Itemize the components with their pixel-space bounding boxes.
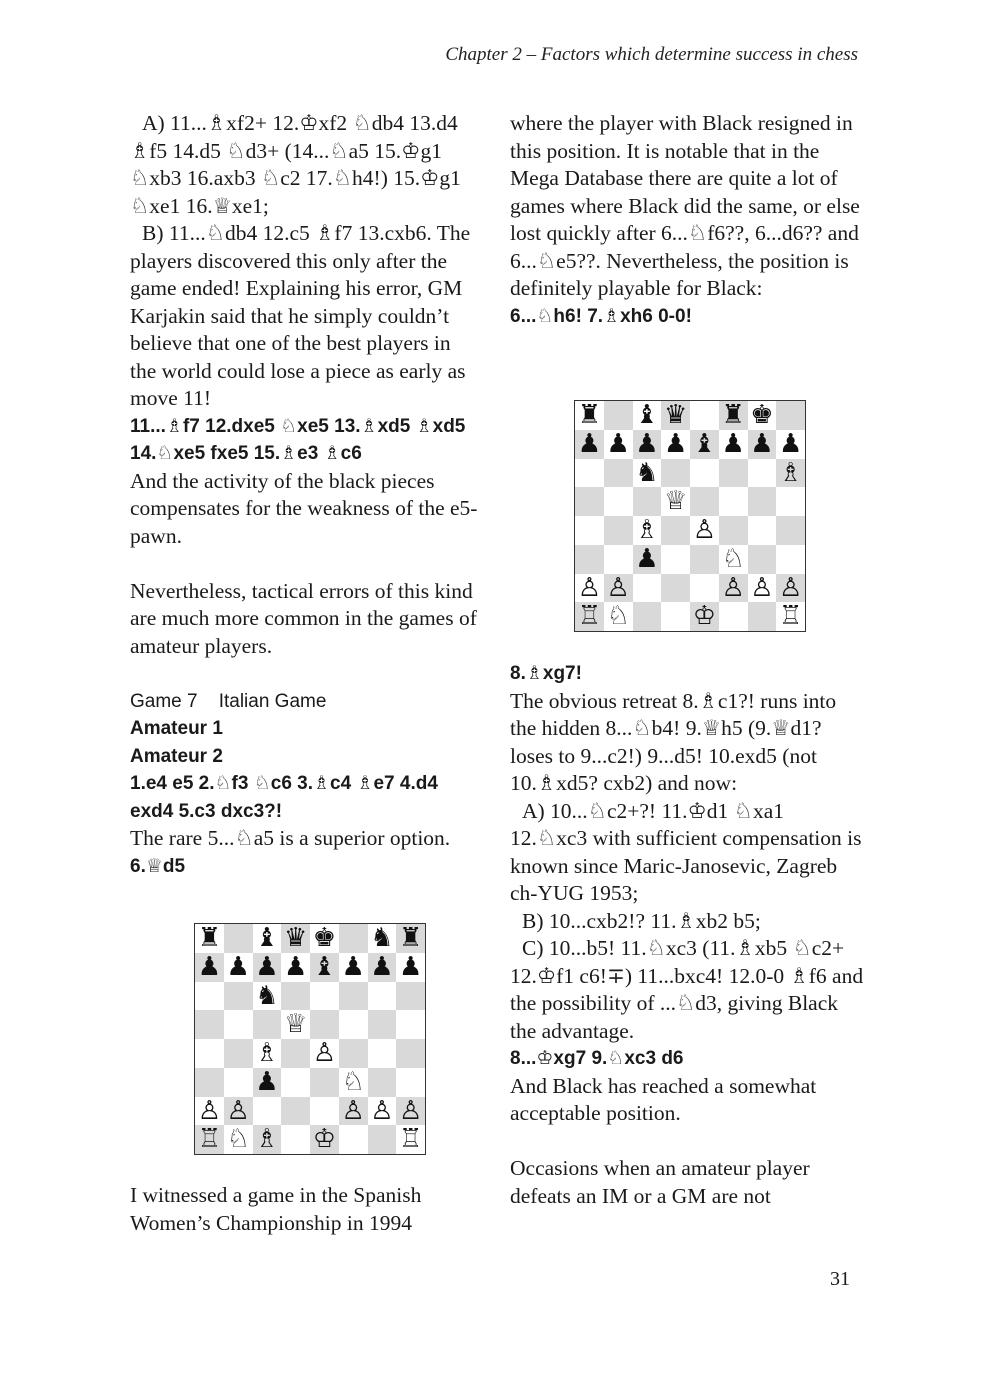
game-moves: 11...♗f7 12.dxe5 ♘xe5 13.♗xd5 ♗xd5 14.♘xe5 fxe5 15.♗e3 ♗c6 bbox=[130, 415, 466, 464]
board-square bbox=[575, 459, 604, 488]
board-square bbox=[719, 459, 748, 488]
board-square bbox=[661, 602, 690, 631]
board-square bbox=[661, 574, 690, 603]
board-square: ♟ bbox=[663, 428, 688, 459]
variation-a: A) 10...♘c2+?! 11.♔d1 ♘xa1 12.♘xc3 with sufficient compensation is known since Maric-Janosevic, Zagreb ch-YUG 1953; bbox=[510, 798, 862, 905]
board-square: ♙ bbox=[396, 1097, 425, 1126]
board-square: ♚ bbox=[750, 400, 774, 430]
board-square bbox=[339, 1010, 368, 1039]
board-square bbox=[604, 487, 633, 516]
board-square bbox=[748, 545, 777, 574]
variation-b: B) 11...♘db4 12.c5 ♗f7 13.cxb6. The players discovered this only after the game ended! Explaining his error, GM Karjakin said that he simply couldn’t believe that one of the best players in the world could lose a piece as early as move 11! bbox=[130, 221, 471, 410]
board-square bbox=[368, 982, 397, 1011]
board-square bbox=[396, 1039, 425, 1068]
board-square bbox=[368, 1039, 397, 1068]
board-square: ♟ bbox=[368, 953, 397, 982]
board-square bbox=[195, 1068, 224, 1097]
board-square bbox=[690, 401, 719, 430]
paragraph: Nevertheless, tactical errors of this kind are much more common in the games of amateur players. bbox=[130, 578, 477, 658]
paragraph: The rare 5...♘a5 is a superior option. bbox=[130, 826, 451, 850]
board-square bbox=[661, 545, 690, 574]
board-square: ♛ bbox=[281, 924, 310, 953]
board-square bbox=[748, 516, 777, 545]
board-square bbox=[281, 1097, 310, 1126]
board-square bbox=[224, 1039, 253, 1068]
board-square: ♙ bbox=[604, 574, 633, 603]
board-square bbox=[633, 574, 662, 603]
board-square bbox=[310, 1097, 339, 1126]
game-moves: 6.♕d5 bbox=[130, 855, 186, 877]
paragraph: And Black has reached a somewhat acceptable position. bbox=[510, 1073, 817, 1125]
board-square: ♚ bbox=[312, 923, 337, 953]
board-square: ♖ bbox=[575, 602, 604, 631]
board-square: ♜ bbox=[197, 923, 222, 953]
board-square: ♟ bbox=[721, 428, 745, 459]
board-square: ♙ bbox=[692, 515, 717, 545]
board-square bbox=[253, 1097, 282, 1126]
board-square bbox=[195, 982, 224, 1011]
board-square: ♘ bbox=[606, 601, 630, 632]
board-square bbox=[339, 982, 368, 1011]
board-square bbox=[719, 516, 748, 545]
board-square: ♞ bbox=[635, 457, 659, 488]
board-square: ♟ bbox=[398, 951, 423, 982]
board-square bbox=[396, 982, 425, 1011]
board-square bbox=[281, 982, 310, 1011]
board-square: ♟ bbox=[606, 428, 630, 459]
board-square: ♙ bbox=[719, 574, 748, 603]
board-square: ♙ bbox=[776, 574, 805, 603]
game-moves: 8.♗xg7! bbox=[510, 663, 582, 684]
board-square: ♘ bbox=[721, 543, 745, 574]
board-square bbox=[310, 1068, 339, 1097]
board-square: ♞ bbox=[255, 980, 279, 1011]
paragraph: Occasions when an amateur player defeats an IM or a GM are not bbox=[510, 1156, 810, 1208]
board-square: ♔ bbox=[310, 1125, 339, 1154]
board-square bbox=[690, 545, 719, 574]
board-square: ♗ bbox=[635, 515, 659, 545]
board-square: ♟ bbox=[195, 953, 224, 982]
board-square bbox=[604, 516, 633, 545]
chess-diagram bbox=[194, 923, 426, 1155]
board-square: ♟ bbox=[253, 953, 282, 982]
board-square bbox=[195, 1010, 224, 1039]
board-square bbox=[281, 1125, 310, 1154]
board-square bbox=[575, 516, 604, 545]
board-square bbox=[339, 1125, 368, 1154]
board-square: ♟ bbox=[341, 951, 365, 982]
white-player: Amateur 1 bbox=[130, 718, 223, 739]
board-square: ♝ bbox=[635, 400, 659, 430]
board-square bbox=[575, 487, 604, 516]
board-square: ♙ bbox=[577, 572, 602, 603]
game-heading: Game 7 Italian Game bbox=[130, 690, 327, 712]
board-square bbox=[224, 924, 253, 953]
board-square bbox=[719, 487, 748, 516]
board-square: ♙ bbox=[197, 1095, 222, 1126]
board-square bbox=[281, 1068, 310, 1097]
board-square: ♕ bbox=[663, 486, 688, 517]
paragraph: where the player with Black resigned in this position. It is notable that in the Mega Database there are quite a lot of games where Black did the same, or else lost quickly after 6...♘f6??, 6...d6?? and 6...♘e5??. Nevertheless, the position is definitely playable for Black: bbox=[510, 111, 860, 300]
board-square bbox=[224, 1068, 253, 1097]
board-square: ♙ bbox=[370, 1095, 394, 1126]
board-square: ♗ bbox=[776, 459, 805, 488]
board-square bbox=[690, 459, 719, 488]
chess-diagram bbox=[574, 400, 806, 632]
board-square bbox=[661, 516, 690, 545]
board-square: ♜ bbox=[577, 400, 602, 430]
left-column bbox=[130, 110, 480, 880]
board-square bbox=[776, 545, 805, 574]
board-square bbox=[368, 1068, 397, 1097]
right-column bbox=[510, 110, 860, 330]
board-square: ♗ bbox=[253, 1125, 282, 1154]
board-square bbox=[776, 487, 805, 516]
variation-c: C) 10...b5! 11.♘xc3 (11.♗xb5 ♘c2+ 12.♔f1 c6!∓) 11...bxc4! 12.0-0 ♗f6 and the possibility of ...♘d3, giving Black the advantage. bbox=[510, 936, 864, 1043]
board-square bbox=[310, 1010, 339, 1039]
board-square bbox=[661, 459, 690, 488]
board-square bbox=[368, 1010, 397, 1039]
board-square bbox=[396, 1010, 425, 1039]
board-square bbox=[575, 545, 604, 574]
left-column-bottom bbox=[130, 1182, 480, 1237]
board-square bbox=[604, 401, 633, 430]
paragraph: And the activity of the black pieces compensates for the weakness of the e5-pawn. bbox=[130, 468, 478, 548]
board-square bbox=[310, 982, 339, 1011]
game-moves: 1.e4 e5 2.♘f3 ♘c6 3.♗c4 ♗e7 4.d4 exd4 5.c3 dxc3?! bbox=[130, 773, 438, 822]
board-square: ♜ bbox=[396, 924, 425, 953]
board-square bbox=[195, 1039, 224, 1068]
board-square bbox=[604, 459, 633, 488]
board-square: ♝ bbox=[690, 430, 719, 459]
right-column-lower bbox=[510, 660, 866, 1210]
board-square: ♟ bbox=[283, 951, 308, 982]
board-square bbox=[690, 487, 719, 516]
board-square bbox=[748, 459, 777, 488]
page-number: 31 bbox=[830, 1268, 850, 1290]
board-square bbox=[776, 516, 805, 545]
board-square: ♛ bbox=[661, 401, 690, 430]
board-square: ♟ bbox=[575, 430, 604, 459]
board-square: ♜ bbox=[719, 401, 748, 430]
board-square bbox=[604, 545, 633, 574]
board-square bbox=[633, 602, 662, 631]
variation-b: B) 10...cxb2!? 11.♗xb2 b5; bbox=[522, 908, 761, 933]
board-square: ♔ bbox=[690, 602, 719, 631]
board-square: ♘ bbox=[226, 1124, 250, 1155]
board-square bbox=[396, 1068, 425, 1097]
black-player: Amateur 2 bbox=[130, 745, 223, 767]
board-square bbox=[224, 1010, 253, 1039]
board-square: ♟ bbox=[778, 428, 803, 459]
board-square: ♟ bbox=[226, 951, 250, 982]
board-square bbox=[748, 487, 777, 516]
board-square bbox=[253, 1010, 282, 1039]
board-square: ♙ bbox=[750, 572, 774, 603]
board-square bbox=[339, 924, 368, 953]
board-square bbox=[339, 1039, 368, 1068]
board-square: ♟ bbox=[633, 545, 662, 574]
paragraph: The obvious retreat 8.♗c1?! runs into the hidden 8...♘b4! 9.♕h5 (9.♕d1? loses to 9...c2!) 9...d5! 10.exd5 (not 10.♗xd5? cxb2) and now: bbox=[510, 688, 837, 795]
running-header: Chapter 2 – Factors which determine success in chess bbox=[445, 44, 858, 65]
board-square: ♟ bbox=[633, 430, 662, 459]
board-square: ♖ bbox=[778, 601, 803, 632]
variation-a: A) 11...♗xf2+ 12.♔xf2 ♘db4 13.d4 ♗f5 14.d5 ♘d3+ (14...♘a5 15.♔g1 ♘xb3 16.axb3 ♘c2 17.♘h4!) 15.♔g1 ♘xe1 16.♕xe1; bbox=[130, 111, 461, 218]
board-square bbox=[748, 602, 777, 631]
board-square: ♟ bbox=[253, 1068, 282, 1097]
board-square: ♖ bbox=[398, 1124, 423, 1155]
board-square: ♕ bbox=[283, 1009, 308, 1040]
board-square: ♙ bbox=[224, 1097, 253, 1126]
paragraph: I witnessed a game in the Spanish Women’s Championship in 1994 bbox=[130, 1183, 422, 1235]
board-square: ♙ bbox=[339, 1097, 368, 1126]
board-square: ♞ bbox=[370, 923, 394, 953]
board-square bbox=[719, 602, 748, 631]
board-square bbox=[368, 1125, 397, 1154]
board-square: ♟ bbox=[748, 430, 777, 459]
board-square: ♗ bbox=[255, 1038, 279, 1068]
board-square: ♖ bbox=[195, 1125, 224, 1154]
board-square bbox=[281, 1039, 310, 1068]
board-square bbox=[690, 574, 719, 603]
board-square: ♝ bbox=[310, 953, 339, 982]
board-square: ♝ bbox=[255, 923, 279, 953]
board-square: ♘ bbox=[341, 1066, 365, 1097]
board-square: ♙ bbox=[312, 1038, 337, 1068]
game-moves: 6...♘h6! 7.♗xh6 0-0! bbox=[510, 305, 692, 327]
board-square bbox=[633, 487, 662, 516]
game-moves: 8...♔xg7 9.♘xc3 d6 bbox=[510, 1048, 684, 1069]
board-square bbox=[224, 982, 253, 1011]
board-square bbox=[776, 401, 805, 430]
